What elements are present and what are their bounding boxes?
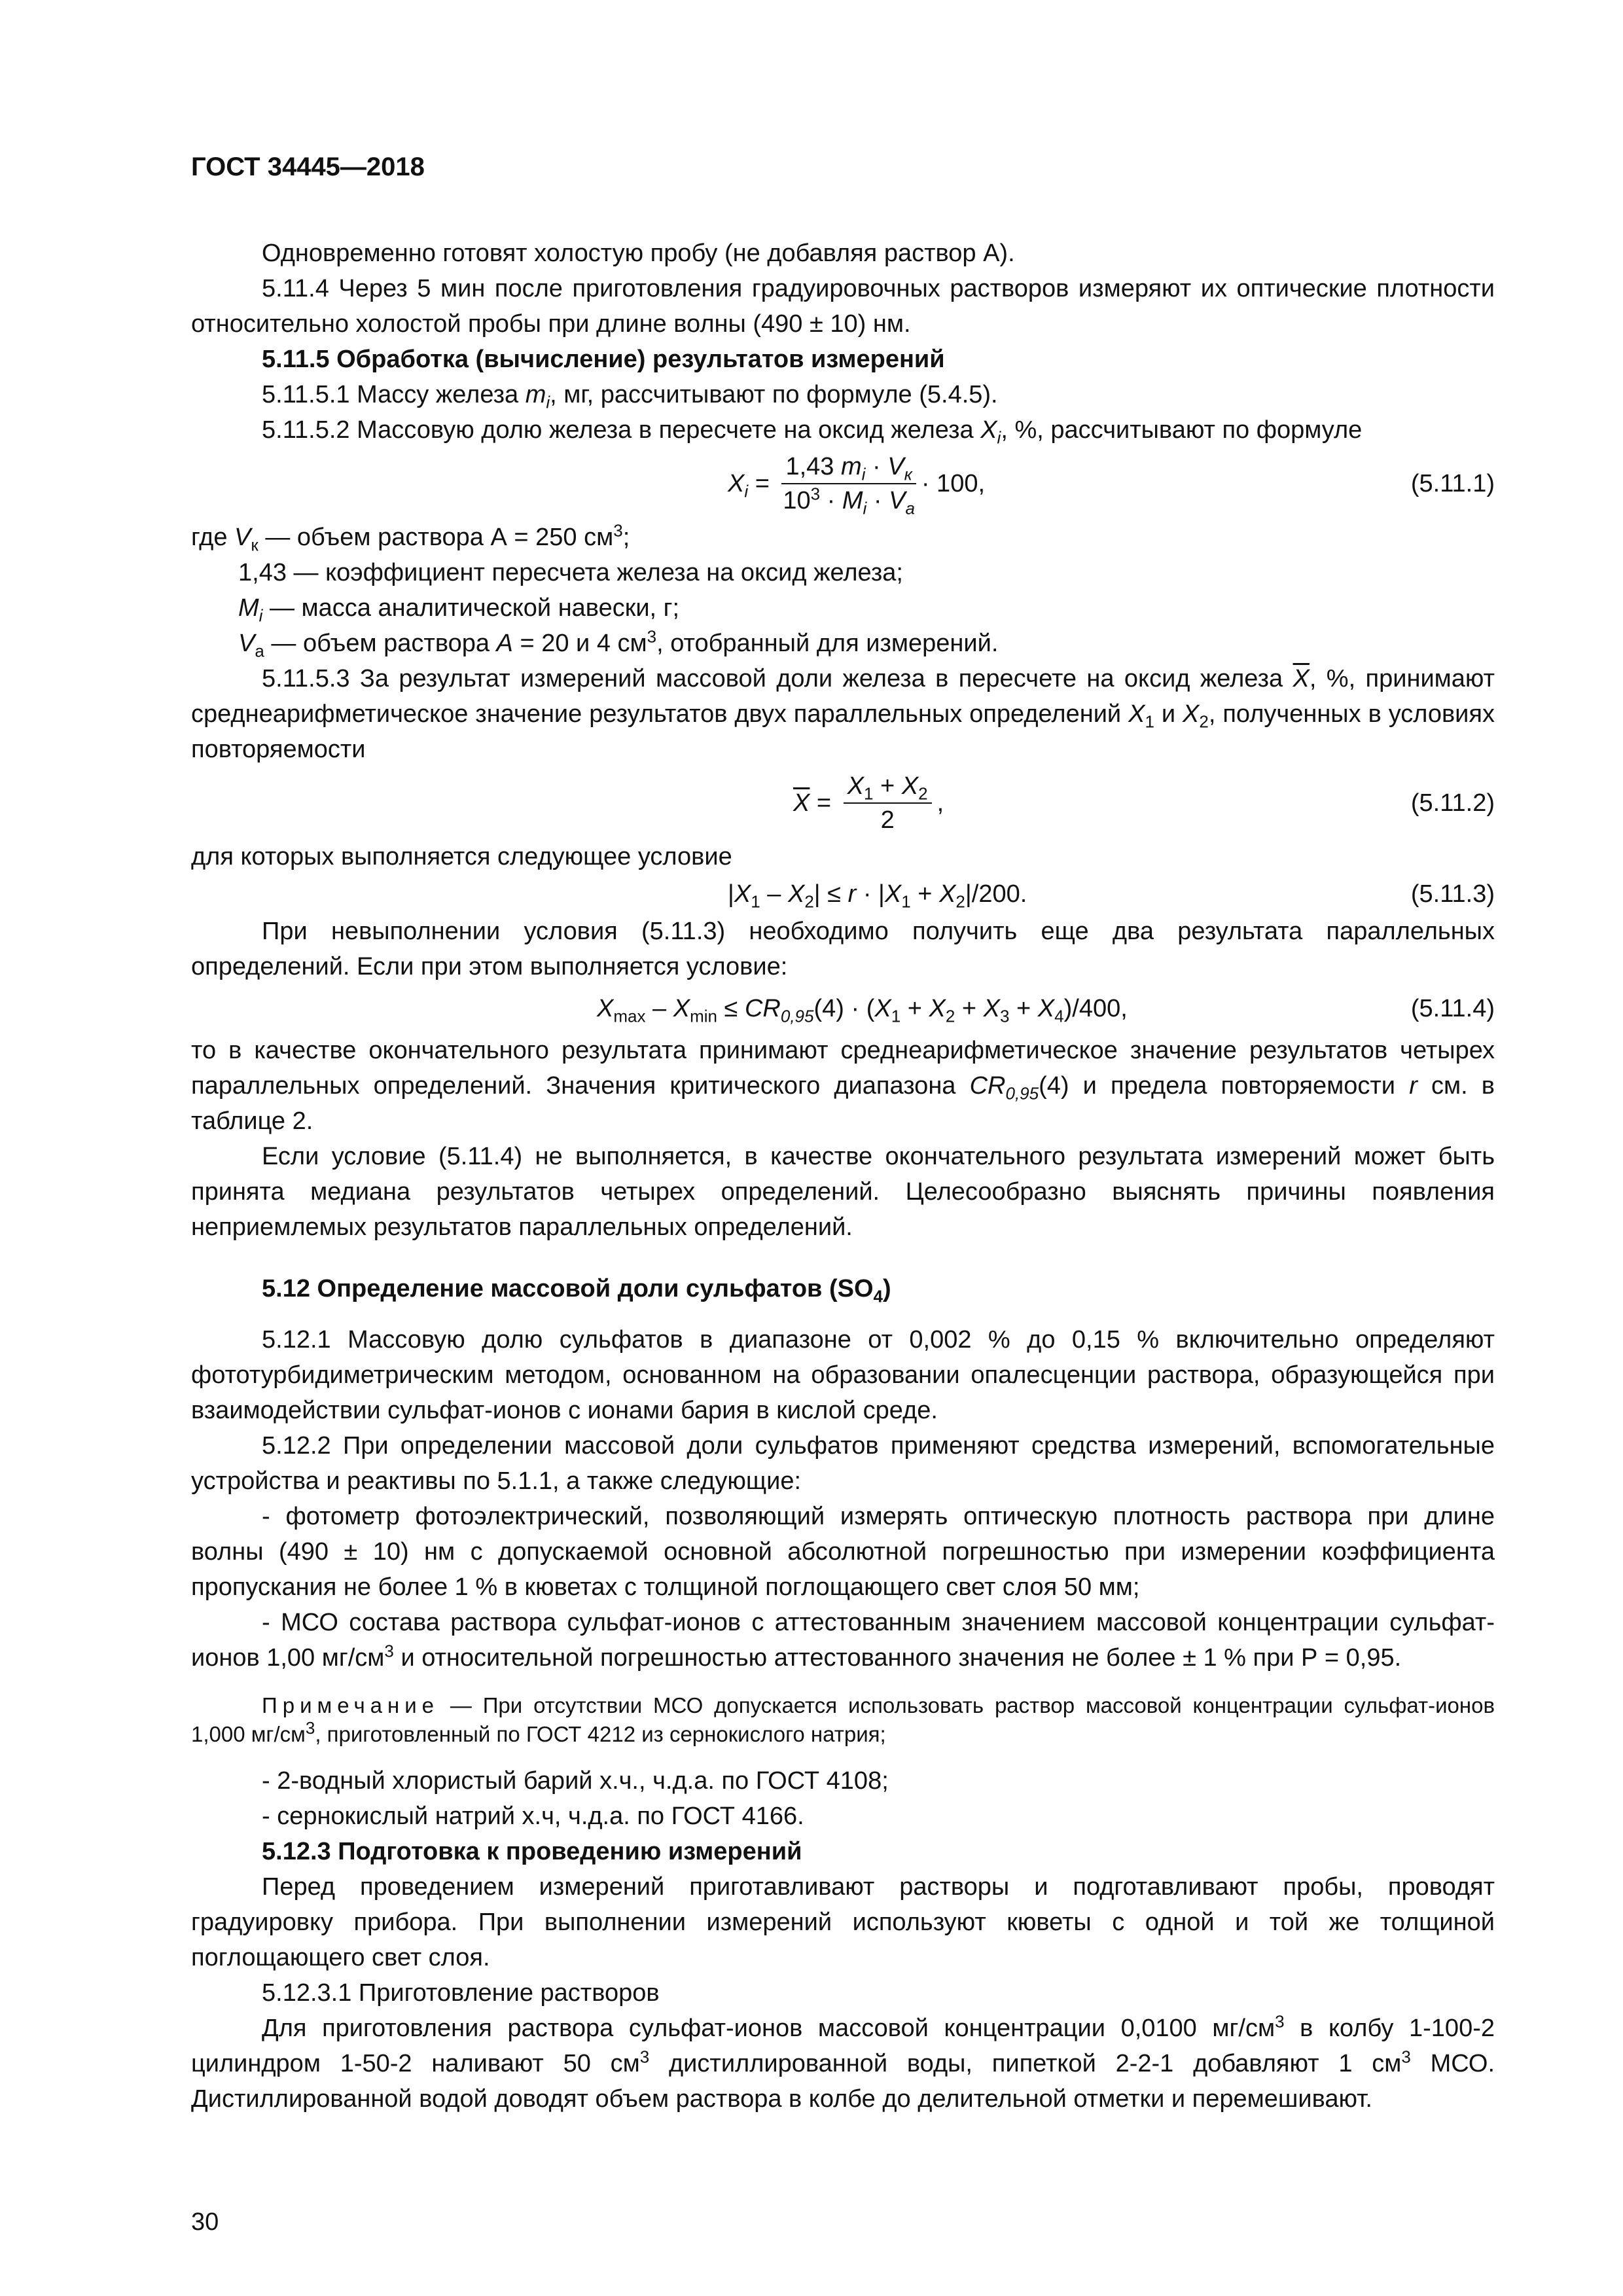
paragraph: 5.11.5.3 За результат измерений массовой доли железа в пересчете на оксид железа $\overline{X}$, %, принимают среднеарифметическое значение результатов двух параллельных определений $X_1$ и $X_2$, полученных в условиях повторяемости: [191, 665, 1495, 763]
list-item: - сернокислый натрий х.ч, ч.д.а. по ГОСТ 4166.: [262, 1803, 804, 1830]
document-header: ГОСТ 34445—2018: [191, 152, 425, 181]
section-heading-5-11-5: 5.11.5 Обработка (вычисление) результатов измерений: [262, 346, 945, 373]
paragraph: Для приготовления раствора сульфат-ионов массовой концентрации 0,0100 $мг/см^3$ в колбу 1-100-2 цилиндром 1-50-2 наливают 50 $см^3$ дистиллированной воды, пипеткой 2-2-1 добавляют 1 $см^3$ МСО. Дистиллированной водой доводят объем раствора в колбе до делительной отметки и перемешивают.: [191, 2011, 1495, 2113]
formula-label: (5.11.3): [1410, 880, 1495, 908]
where-item: $V_a$ — объем раствора A = 20 и 4 $см^3$, отобранный для измерений.: [238, 626, 999, 661]
paragraph: Перед проведением измерений приготавливают растворы и подготавливают пробы, проводят градуировку прибора. При выполнении измерений используют кюветы с одной и той же толщиной поглощающего свет слоя.: [191, 1873, 1495, 1971]
where-item: $M_i$ — масса аналитической навески, г;: [238, 594, 680, 626]
paragraph: Если условие (5.11.4) не выполняется, в качестве окончательного результата измерений может быть принята медиана результатов четырех определений. Целесообразно выяснять причины появления неприемлемых результатов параллельных определений.: [191, 1143, 1495, 1241]
where-item: 1,43 — коэффициент пересчета железа на оксид железа;: [238, 559, 903, 586]
formula-5-11-4: $X_{max} - X_{min} \le CR_{0,95}(4) \cdot (X_1 + X_2 + X_3 + X_4)/400$, (5.11.4): [191, 984, 1495, 1033]
paragraph: 5.11.4 Через 5 мин после приготовления градуировочных растворов измеряют их оптические плотности относительно холостой пробы при длине волны (490 ± 10) нм.: [191, 275, 1495, 338]
paragraph: 5.12.3.1 Приготовление растворов: [262, 1979, 660, 2007]
formula-label: (5.11.4): [1410, 995, 1495, 1022]
paragraph: 5.11.5.2 Массовую долю железа в пересчете на оксид железа $X_i$, %, рассчитывают по формуле: [262, 416, 1363, 448]
formula-5-11-2: $\overline{X}$ = $\frac{X_1 + X_2}{2}$ , (5.11.2): [793, 772, 1495, 834]
formula-5-11-1: $X_i$ = $\frac{1,43 m_i \cdot V_к}{10^3 \cdot M_i \cdot V_a}$ · 100, (5.11.1): [728, 453, 1495, 518]
paragraph: 5.12.1 Массовую долю сульфатов в диапазоне от 0,002 % до 0,15 % включительно определяют фототурбидиметрическим методом, основанном на образовании опалесценции раствора, образующейся при взаимодействии сульфат-ионов с ионами бария в кислой среде.: [191, 1326, 1495, 1424]
paragraph: то в качестве окончательного результата принимают среднеарифметическое значение результатов четырех параллельных определений. Значения критического диапазона $CR_{0,95}(4)$ и предела повторяемости r см. в таблице 2.: [191, 1037, 1495, 1135]
formula-5-11-3: $|X_1 - X_2| \le r \cdot |X_1 + X_2|/200$. (5.11.3): [191, 874, 1495, 914]
section-heading-5-12-3: 5.12.3 Подготовка к проведению измерений: [262, 1838, 802, 1865]
paragraph: 5.11.5.1 Массу железа $m_i$, мг, рассчитывают по формуле (5.4.5).: [262, 381, 998, 412]
paragraph: При невыполнении условия (5.11.3) необходимо получить еще два результата параллельных определений. Если при этом выполняется условие:: [191, 918, 1495, 980]
paragraph: для которых выполняется следующее условие: [191, 843, 732, 870]
document-page: [191, 149, 1495, 2117]
formula-label: (5.11.1): [1410, 470, 1495, 497]
note: Примечание — При отсутствии МСО допускается использовать раствор массовой концентрации сульфат-ионов 1,000 $мг/см^3$, приготовленный по ГОСТ 4212 из сернокислого натрия;: [191, 1693, 1495, 1746]
formula-label: (5.11.2): [1410, 789, 1495, 817]
list-item: - фотометр фотоэлектрический, позволяющий измерять оптическую плотность раствора при длине волны (490 ± 10) нм с допускаемой основной абсолютной погрешностью при измерении коэффициента пропускания не более 1 % в кюветах с толщиной поглощающего свет слоя 50 мм;: [191, 1503, 1495, 1601]
where-clause: где $V_к$ — объем раствора А = 250 $см^3$;: [191, 520, 630, 555]
page-number: 30: [191, 2208, 219, 2236]
section-heading-5-12: 5.12 Определение массовой доли сульфатов $(SO_4)$: [262, 1275, 891, 1306]
list-item: - МСО состава раствора сульфат-ионов с аттестованным значением массовой концентрации сульфат-ионов 1,00 $мг/см^3$ и относительной погрешностью аттестованного значения не более ± 1 % при Р = 0,95.: [191, 1609, 1495, 1672]
list-item: - 2-водный хлористый барий х.ч., ч.д.а. по ГОСТ 4108;: [262, 1767, 889, 1795]
paragraph: 5.12.2 При определении массовой доли сульфатов применяют средства измерений, вспомогательные устройства и реактивы по 5.1.1, а также следующие:: [191, 1432, 1495, 1495]
paragraph: Одновременно готовят холостую пробу (не добавляя раствор А).: [262, 240, 1015, 267]
